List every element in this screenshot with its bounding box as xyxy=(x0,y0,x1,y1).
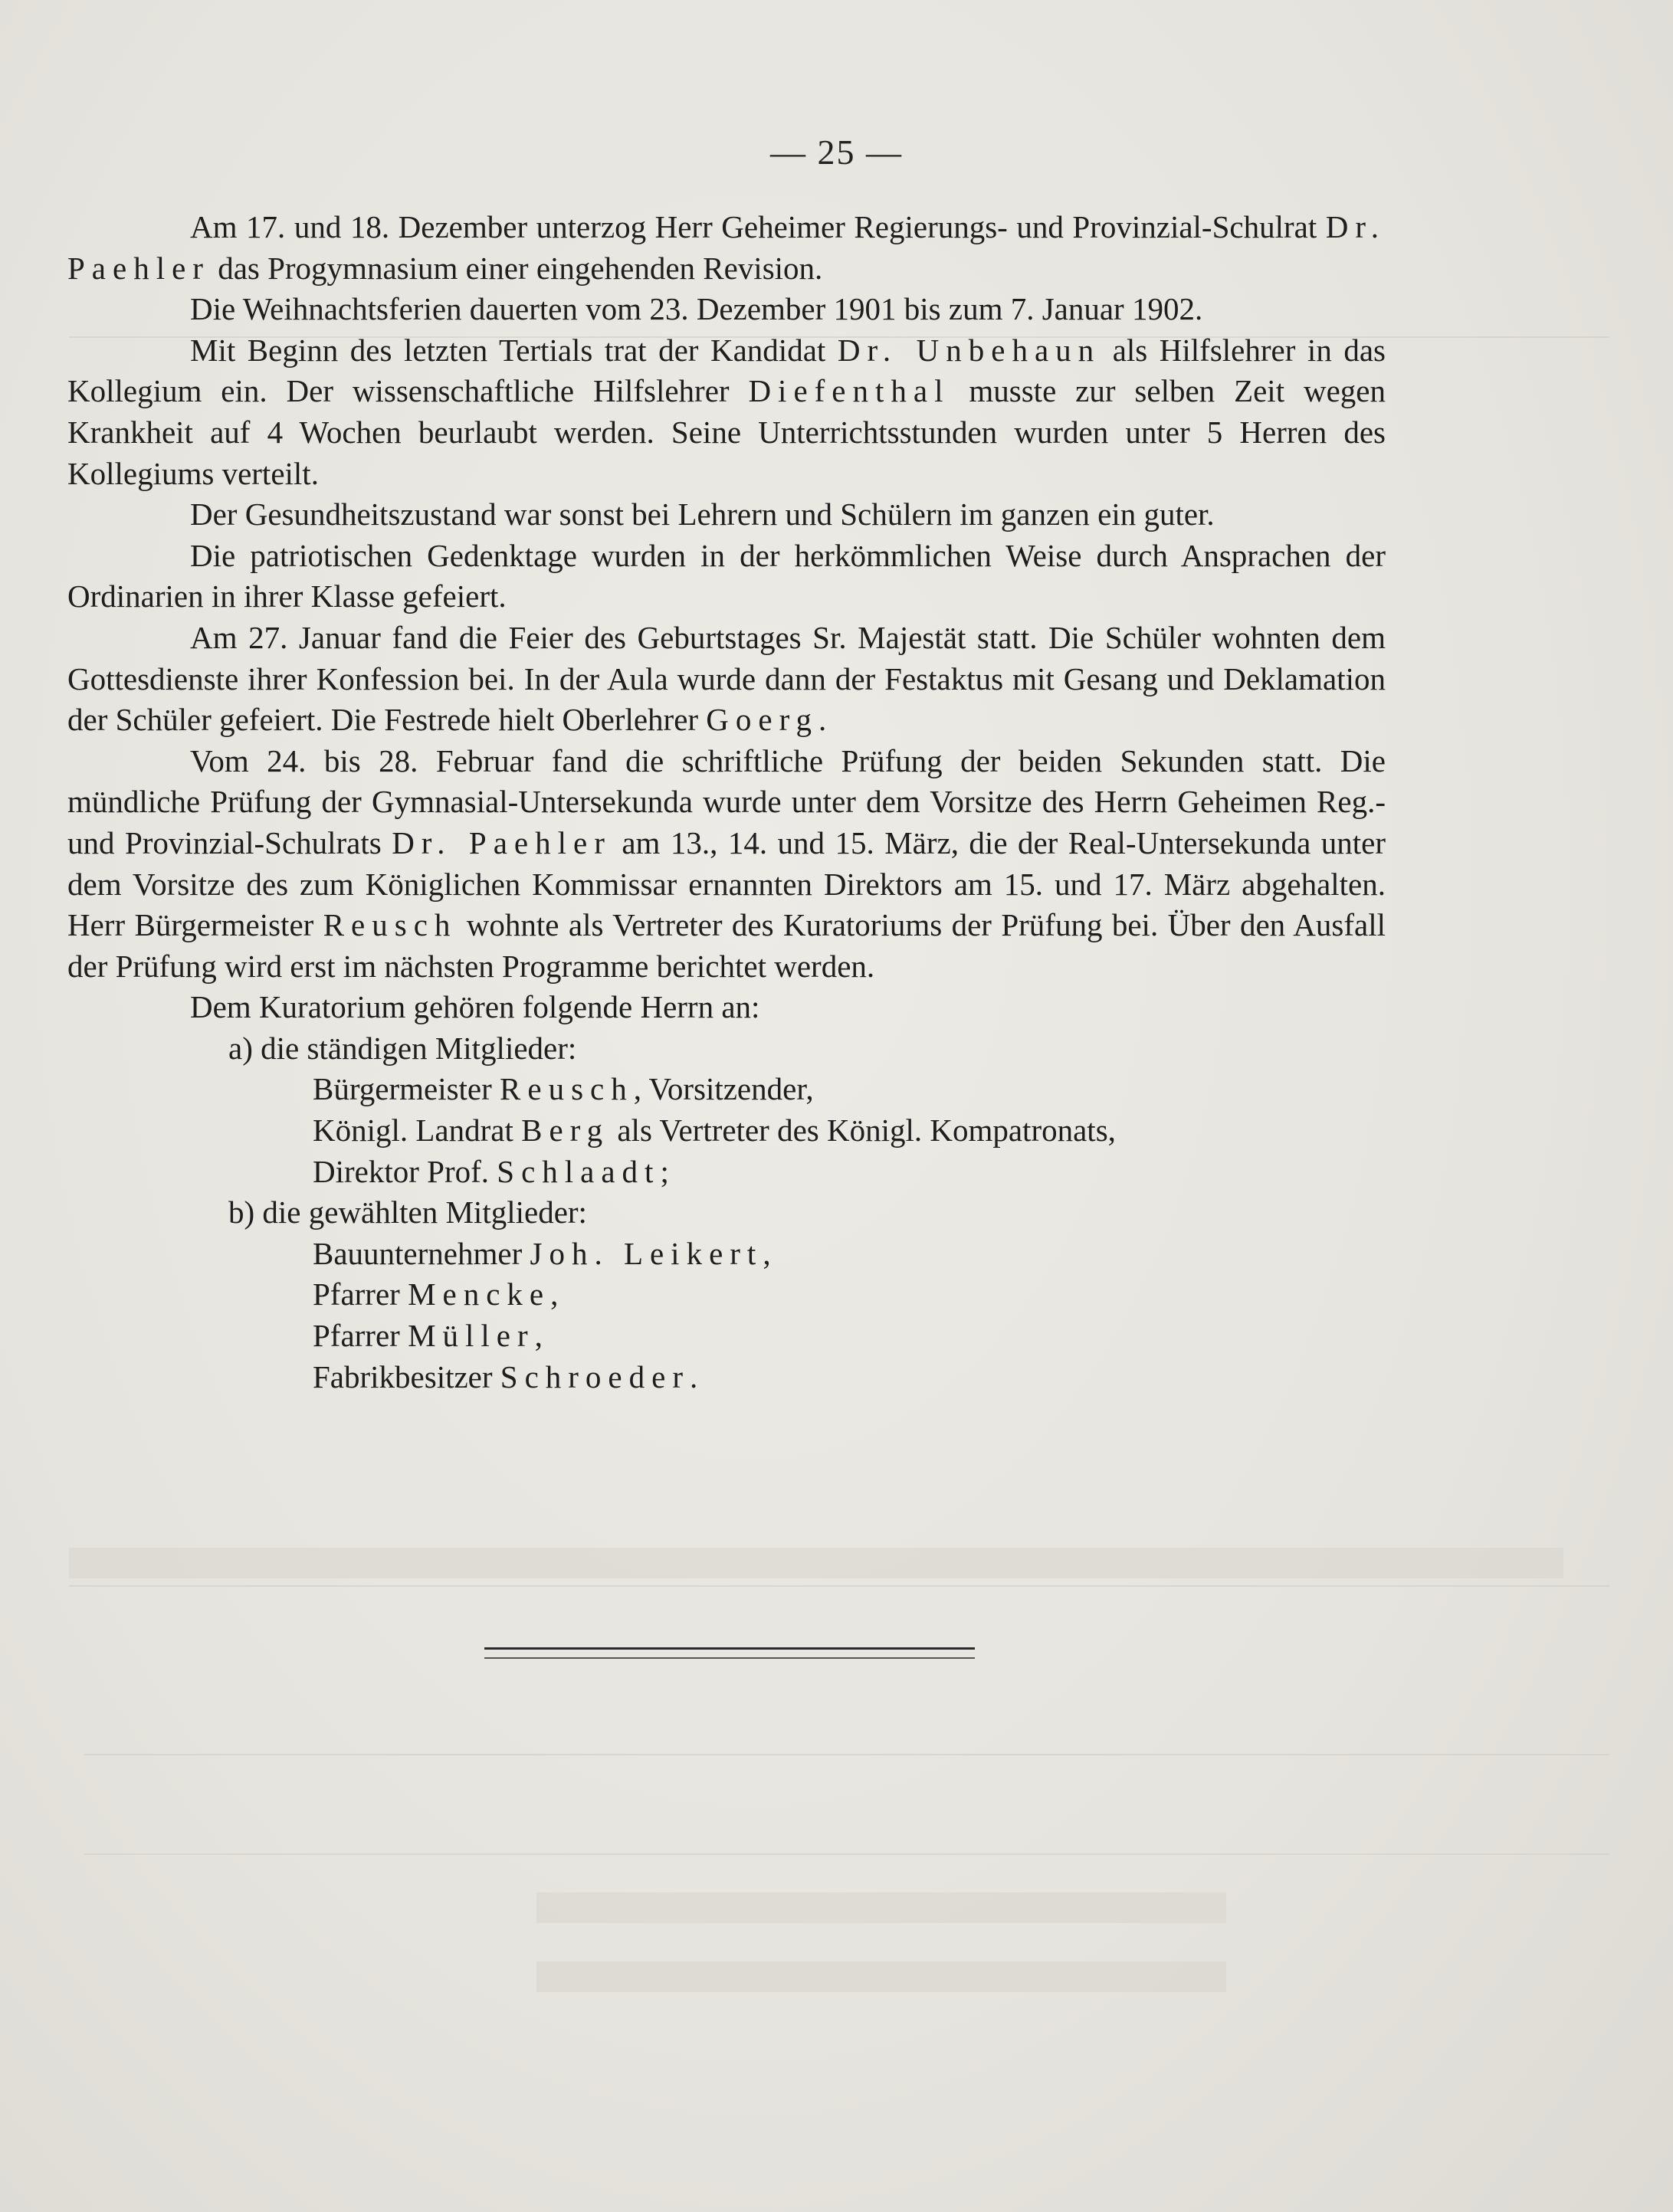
spaced-name: Reusch xyxy=(500,1071,634,1107)
paragraph-list xyxy=(67,207,1386,1028)
spaced-name: Berg xyxy=(521,1113,610,1149)
text-run: das Progymnasium einer eingehenden Revision. xyxy=(209,250,823,286)
text-run: Königl. Landrat xyxy=(313,1113,522,1149)
paragraph-p8 xyxy=(67,987,1386,1028)
paragraph-p7 xyxy=(67,741,1386,988)
text-run: , Vorsitzender, xyxy=(633,1071,814,1107)
group-a-label: a) die ständigen Mitglieder: xyxy=(228,1030,577,1066)
text-run: als Hilfslehrer in das Kollegium ein. Der wissenschaftliche Hilfslehrer xyxy=(67,332,1386,409)
spaced-name: Schlaadt xyxy=(497,1153,661,1189)
member-item xyxy=(67,1234,1386,1275)
spaced-name: Schroeder xyxy=(500,1358,690,1394)
text-run: Bürgermeister xyxy=(313,1071,500,1107)
text-run: als Vertreter des Königl. Kompatronats, xyxy=(609,1113,1116,1149)
text-run: Die patriotischen Gedenktage wurden in der herkömmlichen Weise durch Ansprachen der Ordinarien in ihrer Klasse gefeiert. xyxy=(67,537,1386,614)
text-run: . xyxy=(689,1358,698,1394)
paragraph-p4 xyxy=(67,494,1386,536)
text-run: musste zur selben Zeit wegen Krankheit auf 4 Wochen beurlaubt werden. Seine Unterrichtsstunden wurden unter 5 Herren des Kollegiums verteilt. xyxy=(67,373,1386,491)
spaced-name: Goerg xyxy=(706,702,819,738)
text-run: , xyxy=(550,1276,559,1312)
text-run: . xyxy=(818,702,827,738)
text-run: Die Weihnachtsferien dauerten vom 23. Dezember 1901 bis zum 7. Januar 1902. xyxy=(190,291,1203,327)
text-run: Mit Beginn des letzten Tertials trat der Kandidat xyxy=(190,332,838,368)
text-run: Am 27. Januar fand die Feier des Geburtstages Sr. Majestät statt. Die Schüler wohnten dem Gottesdienste ihrer Konfession bei. In der Aula wurde dann der Festaktus mit Gesang und Deklamation der Schüler gefeiert. Die Festrede hielt Oberlehrer xyxy=(67,619,1386,738)
member-item xyxy=(67,1274,1386,1316)
text-run: Pfarrer xyxy=(313,1276,408,1312)
member-item xyxy=(67,1316,1386,1357)
member-item xyxy=(67,1357,1386,1398)
text-run: Direktor Prof. xyxy=(313,1153,497,1189)
text-run: wohnte als Vertreter des Kuratoriums der Prüfung bei. Über den Ausfall der Prüfung wird erst im nächsten Programme berichtet werden. xyxy=(67,907,1386,984)
spaced-name: Reusch xyxy=(323,907,458,943)
page-number: — 25 — xyxy=(770,133,903,172)
paragraph-p2 xyxy=(67,289,1386,330)
paragraph-p6 xyxy=(67,618,1386,741)
spaced-name: Mencke xyxy=(408,1276,551,1312)
spaced-name: Müller xyxy=(408,1318,535,1354)
member-item xyxy=(67,1069,1386,1110)
group-b-members xyxy=(67,1234,1386,1398)
text-run: Der Gesundheitszustand war sonst bei Lehrern und Schülern im ganzen ein guter. xyxy=(190,496,1215,533)
paragraph-p1 xyxy=(67,207,1386,289)
double-rule-divider xyxy=(484,1647,975,1659)
paragraph-p3 xyxy=(67,330,1386,494)
text-run: Vom 24. bis 28. Februar fand die schriftliche Prüfung der beiden Sekunden statt. Die mündliche Prüfung der Gymnasial-Untersekunda wurde unter dem Vorsitze des Herrn Geheimen Reg.- und Provinzial-Schulrats xyxy=(67,742,1386,860)
text-run: ; xyxy=(660,1153,669,1189)
group-a-members xyxy=(67,1069,1386,1192)
member-item xyxy=(67,1152,1386,1193)
group-b-label: b) die gewählten Mitglieder: xyxy=(228,1194,587,1231)
spaced-name: Dr. Paehler xyxy=(392,824,612,860)
text-run: Am 17. und 18. Dezember unterzog Herr Geheimer Regierungs- und Provinzial-Schulrat xyxy=(190,209,1326,244)
text-run: Fabrikbesitzer xyxy=(313,1358,500,1394)
spaced-name: Diefenthal xyxy=(748,373,950,409)
text-run: , xyxy=(534,1318,543,1354)
member-item xyxy=(67,1110,1386,1152)
spaced-name: Joh. Leikert xyxy=(530,1235,763,1271)
text-run: , xyxy=(763,1235,771,1271)
body-text xyxy=(67,207,1386,1398)
text-run: Pfarrer xyxy=(313,1318,408,1354)
text-run: Dem Kuratorium gehören folgende Herrn an: xyxy=(190,989,760,1025)
spaced-name: Dr. Unbehaun xyxy=(837,332,1101,368)
spaced-name: Dr. Paehler xyxy=(67,209,1386,286)
paragraph-p5 xyxy=(67,536,1386,618)
text-run: am 13., 14. und 15. März, die der Real-Untersekunda unter dem Vorsitze des zum Königlichen Kommissar ernannten Direktors am 15. und 17. März abgehalten. Herr Bürgermeister xyxy=(67,824,1386,943)
text-run: Bauunternehmer xyxy=(313,1235,530,1271)
